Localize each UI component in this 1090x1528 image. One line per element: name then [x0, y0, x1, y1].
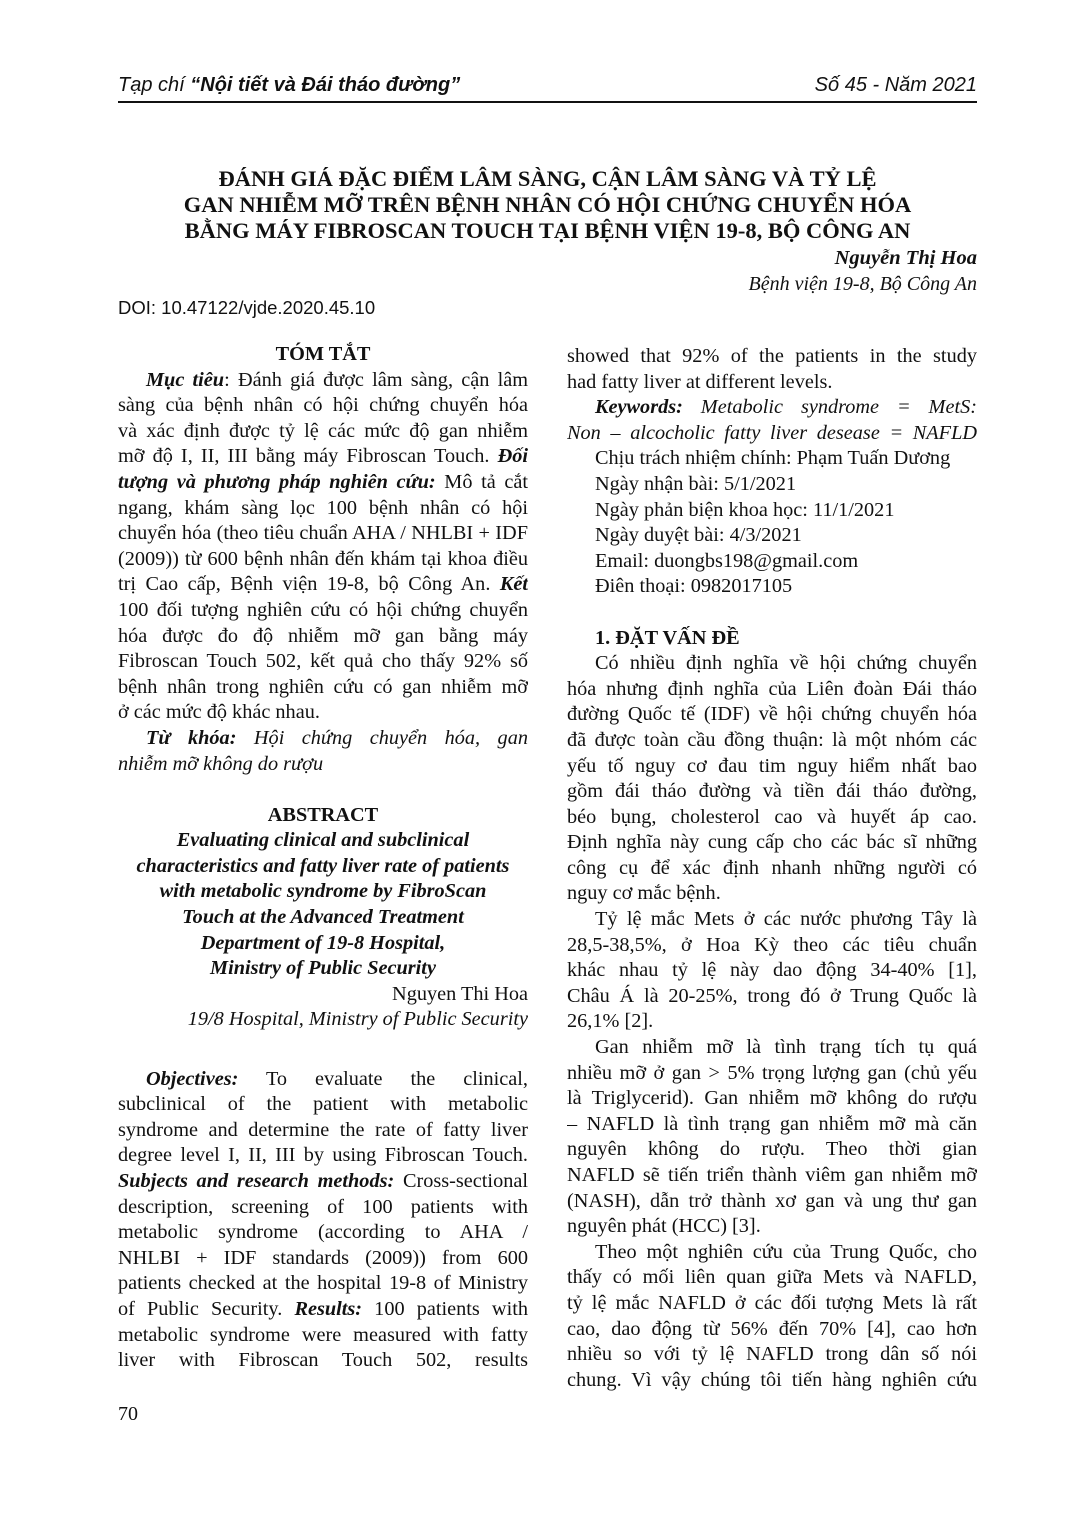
text-line: [118, 624, 528, 650]
text-line: [118, 982, 528, 1008]
spacer: [118, 777, 528, 803]
text-run: of Public Security.: [118, 1297, 295, 1320]
paragraph: [567, 344, 977, 395]
right-block: [118, 982, 528, 1033]
text-line: [118, 496, 528, 522]
heading-block: [118, 342, 528, 368]
text-line: [118, 828, 528, 854]
text-line: [567, 1035, 977, 1061]
text-line: [567, 421, 977, 447]
spacer: [118, 1059, 528, 1067]
text-run: và xác định được tỷ lệ các mức độ gan nhiễm: [118, 419, 528, 442]
text-line: [118, 444, 528, 470]
text-line: [567, 370, 977, 396]
text-run: béo bụng, cholesterol cao và huyết áp cao.: [567, 805, 977, 828]
text-run: Có nhiều định nghĩa về hội chứng chuyển: [595, 652, 977, 675]
text-run: sàng của bệnh nhân có hội chứng chuyển hóa: [118, 394, 528, 417]
journal-prefix: Tạp chí: [118, 74, 191, 96]
text-line: [567, 626, 977, 652]
text-run: Mô tả cắt: [435, 470, 528, 493]
text-run: Cross-sectional: [394, 1170, 528, 1192]
emphasis-run: Evaluating clinical and subclinical: [176, 829, 470, 852]
text-line: [567, 1061, 977, 1087]
text-line: [118, 1092, 528, 1118]
text-run: Email: duongbs198@gmail.com: [595, 549, 859, 572]
text-line: [118, 598, 528, 624]
text-line: [118, 752, 528, 778]
paragraph: [118, 1067, 528, 1374]
emphasis-run: 19/8 Hospital, Ministry of Public Security: [187, 1008, 528, 1031]
paragraph: [567, 1035, 977, 1240]
text-run: đã được toàn cầu đồng thuận: là một nhóm các: [567, 728, 977, 751]
text-line: [567, 523, 977, 549]
heading-block: [118, 828, 528, 982]
text-line: [567, 472, 977, 498]
text-run: Theo một nghiên cứu của Trung Quốc, cho: [595, 1240, 977, 1263]
text-line: [567, 1214, 977, 1240]
text-run: subclinical of the patient with metabolic: [118, 1093, 528, 1116]
text-run: Điên thoại: 0982017105: [595, 575, 793, 598]
text-run: Chịu trách nhiệm chính: Phạm Tuấn Dương: [595, 447, 951, 470]
doi-link[interactable]: DOI: 10.47122/vjde.2020.45.10: [118, 297, 376, 318]
text-run: 26,1% [2].: [567, 1010, 654, 1033]
text-run: 28,5-38,5%, ở Hoa Kỳ theo các tiêu chuẩn: [567, 933, 977, 956]
text-run: metabolic syndrome were measured with fatty: [118, 1323, 528, 1346]
text-line: [567, 1342, 977, 1368]
emphasis-run: TÓM TẮT: [275, 343, 371, 365]
paragraph: [118, 726, 528, 777]
text-line: [567, 805, 977, 831]
issue-label: Số 45 - Năm 2021: [814, 74, 977, 96]
emphasis-run: Mục tiêu: [146, 368, 225, 391]
text-run: Tỷ lệ mắc Mets ở các nước phương Tây là: [595, 908, 977, 931]
emphasis-run: Đối: [497, 445, 528, 468]
text-run: ở các mức độ khác nhau.: [118, 701, 320, 724]
text-line: [567, 1163, 977, 1189]
text-line: [118, 803, 528, 829]
emphasis-run: Objectives:: [146, 1067, 239, 1090]
text-line: [118, 1143, 528, 1169]
emphasis-run: Từ khóa:: [146, 726, 237, 749]
text-line: [118, 470, 528, 496]
author-affiliation: Bệnh viện 19-8, Bộ Công An: [748, 273, 977, 295]
text-line: [118, 1348, 528, 1374]
text-run: Định nghĩa này cung cấp cho các bác sĩ những: [567, 831, 977, 854]
text-line: [567, 984, 977, 1010]
emphasis-run: Non – alcocholic fatty liver desease = NAFLD: [567, 421, 977, 444]
text-run: Gan nhiễm mỡ là tình trạng tích tụ quá: [595, 1036, 977, 1059]
text-run: Châu Á là 20-25%, trong đó ở Trung Quốc là: [567, 984, 977, 1007]
text-line: [567, 933, 977, 959]
text-run: cao, dao động từ 56% đến 70% [4], cao hơn: [567, 1317, 977, 1340]
text-run: hóa được đo độ nhiễm mỡ gan bằng máy: [118, 624, 528, 647]
text-run: Nguyen Thi Hoa: [392, 982, 528, 1005]
left-column: [118, 342, 528, 1374]
text-run: (NASH), dẫn trở thành xơ gan và ung thư gan: [567, 1189, 977, 1212]
text-run: thấy có mối liên quan giữa Mets và NAFLD,: [567, 1266, 977, 1289]
text-line: [118, 368, 528, 394]
journal-name: “Nội tiết và Đái tháo đường”: [190, 74, 461, 96]
info-block: [567, 446, 977, 600]
header-rule: [118, 101, 977, 103]
text-line: [118, 1067, 528, 1093]
text-line: [118, 854, 528, 880]
text-run: công cụ để xác định nhanh những người có: [567, 856, 977, 879]
spacer: [118, 1033, 528, 1059]
text-line: [567, 1317, 977, 1343]
text-run: Fibroscan Touch 502, kết quả cho thấy 92% số: [118, 650, 528, 673]
title-line: BẰNG MÁY FIBROSCAN TOUCH TẠI BỆNH VIỆN 19-8, BỘ CÔNG AN: [184, 218, 911, 243]
text-run: : Đánh giá được lâm sàng, cận lâm: [224, 368, 528, 391]
text-run: chuyển hóa (theo tiêu chuẩn AHA / NHLBI + IDF: [118, 522, 528, 545]
text-run: hóa nhưng định nghĩa của Liên đoàn Đái tháo: [567, 677, 977, 700]
text-line: [567, 1368, 977, 1394]
text-run: nguy cơ mắc bệnh.: [567, 882, 721, 905]
emphasis-run: Keywords:: [595, 396, 683, 419]
emphasis-run: nhiễm mỡ không do rượu: [118, 752, 324, 775]
spacer: [567, 600, 977, 626]
text-line: [118, 342, 528, 368]
text-line: [567, 344, 977, 370]
text-line: [567, 446, 977, 472]
text-run: nhiều so với tỷ lệ NAFLD trong dân số nói: [567, 1343, 977, 1366]
text-line: [118, 931, 528, 957]
text-line: [118, 1118, 528, 1144]
text-line: [118, 649, 528, 675]
text-line: [567, 702, 977, 728]
text-run: had fatty liver at different levels.: [567, 370, 833, 393]
paragraph: [567, 907, 977, 1035]
text-run: là Triglycerid). Gan nhiễm mỡ không do rượu: [567, 1087, 977, 1110]
text-line: [567, 1265, 977, 1291]
text-line: [118, 1220, 528, 1246]
text-run: To evaluate the clinical,: [238, 1067, 528, 1090]
text-line: [567, 1291, 977, 1317]
text-run: yếu tố nguy cơ đau tim nguy hiểm nhất bao: [567, 754, 977, 777]
title-line: ĐÁNH GIÁ ĐẶC ĐIỂM LÂM SÀNG, CẬN LÂM SÀNG VÀ TỶ LỆ: [218, 166, 877, 191]
paragraph: [567, 395, 977, 446]
text-line: [567, 1009, 977, 1035]
text-run: Ngày nhận bài: 5/1/2021: [595, 472, 797, 495]
text-run: nhiều mỡ ở gan > 5% trọng lượng gan (chủ yếu: [567, 1061, 977, 1084]
text-line: [567, 1189, 977, 1215]
text-run: degree level I, II, III by using Fibroscan Touch.: [118, 1144, 528, 1167]
text-run: trị Cao cấp, Bệnh viện 19-8, bộ Công An.: [118, 573, 500, 596]
text-run: NAFLD sẽ tiến triển thành viêm gan nhiễm mỡ: [567, 1164, 977, 1186]
text-run: nguyên phát (HCC) [3].: [567, 1215, 761, 1238]
text-line: [567, 549, 977, 575]
section-block: [567, 626, 977, 652]
text-line: [567, 677, 977, 703]
emphasis-run: characteristics and fatty liver rate of patients: [136, 854, 510, 877]
text-run: tỷ lệ mắc NAFLD ở các đối tượng Mets là rất: [567, 1291, 977, 1314]
text-line: [118, 1297, 528, 1323]
text-line: [567, 754, 977, 780]
text-line: [567, 779, 977, 805]
text-run: liver with Fibroscan Touch 502, results: [118, 1349, 528, 1372]
text-line: [567, 574, 977, 600]
emphasis-run: tượng và phương pháp nghiên cứu:: [118, 470, 436, 493]
text-line: [567, 830, 977, 856]
right-column: [567, 344, 977, 1393]
text-run: chung. Vì vậy chúng tôi tiến hàng nghiên cứu: [567, 1368, 977, 1391]
text-line: [118, 572, 528, 598]
paragraph: [567, 651, 977, 907]
text-line: [118, 1007, 528, 1033]
text-run: đường Quốc tế (IDF) về hội chứng chuyển hóa: [567, 703, 977, 726]
text-run: khác nhau tỷ lệ này dao động 34-40% [1],: [567, 959, 977, 982]
text-run: bệnh nhân trong nghiên cứu có gan nhiễm mỡ: [118, 675, 528, 698]
text-run: ngang, khám sàng lọc 100 bệnh nhân có hội: [118, 496, 528, 519]
text-line: [567, 907, 977, 933]
text-run: Ngày phản biện khoa học: 11/1/2021: [595, 498, 895, 521]
text-line: [118, 675, 528, 701]
text-line: [118, 1323, 528, 1349]
author-name: Nguyễn Thị Hoa: [834, 247, 977, 269]
emphasis-run: Subjects and research methods:: [118, 1170, 395, 1192]
text-run: – NAFLD là tình trạng gan nhiễm mỡ mà căn: [567, 1112, 977, 1135]
emphasis-run: with metabolic syndrome by FibroScan: [159, 880, 487, 903]
text-line: [118, 1271, 528, 1297]
text-run: mỡ độ I, II, III bằng máy Fibroscan Touch.: [118, 445, 498, 468]
text-line: [118, 419, 528, 445]
text-line: [567, 1240, 977, 1266]
text-run: metabolic syndrome (according to AHA /: [118, 1221, 528, 1244]
page-number: 70: [118, 1403, 138, 1425]
text-run: showed that 92% of the patients in the study: [567, 345, 977, 367]
text-line: [567, 856, 977, 882]
text-line: [118, 879, 528, 905]
text-line: [567, 651, 977, 677]
text-run: (2009)) từ 600 bệnh nhân đến khám tại khoa điều: [118, 547, 528, 570]
text-line: [118, 1246, 528, 1272]
text-line: [567, 1112, 977, 1138]
text-line: [118, 700, 528, 726]
paragraph: [567, 1240, 977, 1394]
text-line: [118, 726, 528, 752]
title-line: GAN NHIỄM MỠ TRÊN BỆNH NHÂN CÓ HỘI CHỨNG CHUYỂN HÓA: [183, 192, 912, 217]
emphasis-run: Hội chứng chuyển hóa, gan: [236, 726, 528, 749]
text-line: [118, 521, 528, 547]
emphasis-run: Results:: [294, 1297, 363, 1320]
text-run: syndrome and determine the rate of fatty liver: [118, 1118, 528, 1141]
emphasis-run: Ministry of Public Security: [210, 957, 436, 980]
heading-block: [118, 803, 528, 829]
text-line: [118, 393, 528, 419]
paragraph: [118, 368, 528, 726]
text-run: description, screening of 100 patients with: [118, 1195, 528, 1218]
text-line: [118, 905, 528, 931]
text-line: [567, 958, 977, 984]
text-line: [567, 881, 977, 907]
emphasis-run: Kết: [499, 573, 528, 596]
emphasis-run: Department of 19-8 Hospital,: [200, 931, 446, 954]
text-line: [118, 547, 528, 573]
text-run: nguyên không do rượu. Theo thời gian: [567, 1138, 977, 1161]
text-line: [567, 1086, 977, 1112]
text-run: gồm đái tháo đường và tiền đái tháo đường,: [567, 780, 977, 803]
text-run: NHLBI + IDF standards (2009)) from 600: [118, 1246, 528, 1269]
text-run: patients checked at the hospital 19-8 of Ministry: [118, 1272, 528, 1295]
text-line: [567, 498, 977, 524]
emphasis-run: 1. ĐẶT VẤN ĐỀ: [595, 626, 740, 649]
text-run: 100 patients with: [362, 1297, 528, 1320]
article-title: [118, 166, 977, 244]
emphasis-run: Touch at the Advanced Treatment: [182, 906, 464, 929]
text-line: [118, 1169, 528, 1195]
text-line: [118, 1195, 528, 1221]
emphasis-run: Metabolic syndrome = MetS:: [682, 396, 977, 419]
text-line: [567, 728, 977, 754]
emphasis-run: ABSTRACT: [267, 803, 379, 826]
journal-header: [118, 74, 460, 97]
text-line: [118, 956, 528, 982]
text-run: 100 đối tượng nghiên cứu có hội chứng chuyển: [118, 598, 528, 621]
text-line: [567, 395, 977, 421]
text-line: [567, 1137, 977, 1163]
text-run: Ngày duyệt bài: 4/3/2021: [595, 524, 802, 547]
